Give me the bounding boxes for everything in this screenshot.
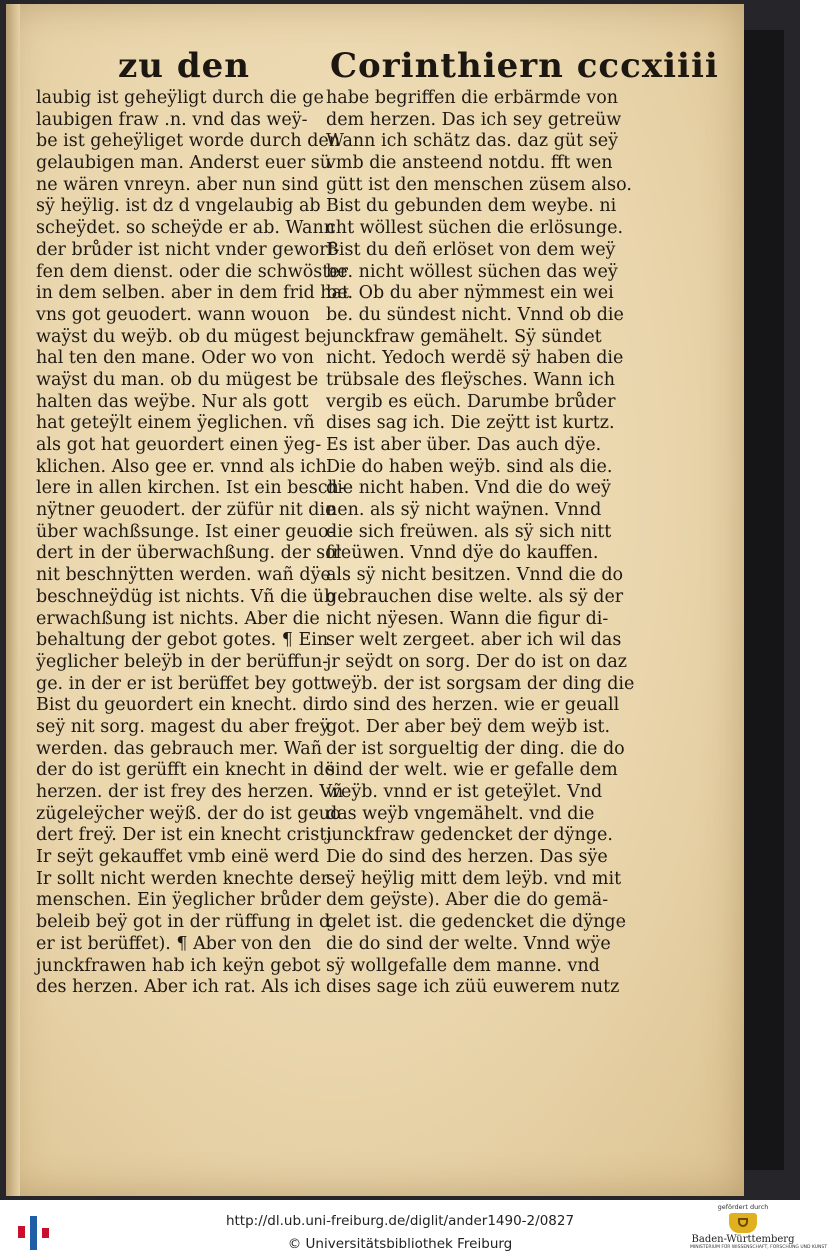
- text-line: be ist geheÿliget worde durch den: [36, 131, 341, 152]
- text-line: Die do haben weÿb. sind als die.: [326, 456, 613, 477]
- text-line: der brůder ist nicht vnder geworf-: [36, 239, 340, 260]
- text-line: freüwen. Vnnd dÿe do kauffen.: [326, 543, 599, 564]
- text-line: junckfrawen hab ich keÿn gebot: [36, 955, 321, 976]
- page-gutter: [6, 4, 20, 1196]
- copyright-text: © Universitätsbibliothek Freiburg: [287, 1236, 513, 1252]
- text-line: hat geteÿlt einem ÿeglichen. vñ: [36, 413, 315, 434]
- text-column-left: [36, 88, 350, 999]
- text-line: trübsale des fleÿsches. Wann ich: [326, 369, 616, 390]
- text-line: die sich freüwen. als sÿ sich nitt: [326, 521, 612, 542]
- text-line: behaltung der gebot gotes. ¶ Ein: [36, 630, 329, 651]
- text-line: klichen. Also gee er. vnnd als ich: [36, 456, 327, 477]
- text-line: nicht nÿesen. Wann die figur di-: [326, 608, 609, 629]
- text-line: nit beschnÿtten werden. wañ dÿe: [36, 565, 331, 586]
- text-line: gelaubigen man. Anderst euer sü: [36, 153, 332, 174]
- text-line: der do ist gerüfft ein knecht in dë: [36, 760, 335, 781]
- text-line: seÿ heÿlig mitt dem leÿb. vnd mit: [326, 868, 622, 889]
- text-line: Die do sind des herzen. Das sÿe: [326, 847, 608, 868]
- text-line: ÿeglicher beleÿb in der berüffun-: [36, 651, 329, 672]
- text-line: Ir sollt nicht werden knechte der: [36, 868, 329, 889]
- text-line: gebrauchen dise welte. als sÿ der: [326, 586, 624, 607]
- text-line: hal ten den mane. Oder wo von: [36, 348, 314, 369]
- text-line: werden. das gebrauch mer. Wañ: [36, 738, 322, 759]
- text-line: Bist du gebunden dem weybe. ni: [326, 196, 617, 217]
- text-line: beschneÿdüg ist nichts. Vñ die üb: [36, 586, 336, 607]
- text-line: Es ist aber über. Das auch dÿe.: [326, 435, 602, 455]
- text-line: Bist du geuordert ein knecht. dir: [36, 695, 328, 716]
- text-line: sÿ heÿlig. ist dz d vngelaubig ab: [36, 196, 321, 217]
- text-line: seÿ nit sorg. magest du aber freÿ: [36, 716, 330, 737]
- text-line: zügeleÿcher weÿß. der do ist geuo: [36, 803, 341, 824]
- page-url-link[interactable]: http://dl.ub.uni-freiburg.de/diglit/ander1490-2/0827: [225, 1213, 575, 1229]
- text-line: vns got geuodert. wann wouon: [36, 304, 310, 325]
- text-line: fen dem dienst. oder die schwöster: [36, 261, 348, 282]
- text-line: sind der welt. wie er gefalle dem: [326, 760, 618, 781]
- text-line: laubig ist geheÿligt durch die ge: [36, 88, 324, 108]
- text-line: ser welt zergeet. aber ich wil das: [326, 630, 622, 651]
- text-line: herzen. der ist frey des herzen. Vñ: [36, 782, 344, 802]
- text-line: waÿst du weÿb. ob du mügest be: [36, 326, 327, 347]
- text-line: über wachßsunge. Ist einer geuo-: [36, 521, 335, 542]
- text-line: dert in der überwachßung. der sol: [36, 543, 342, 564]
- funder-ministry: MINISTERIUM FÜR WISSENSCHAFT, FORSCHUNG UND KUNST: [690, 1245, 827, 1250]
- text-line: nen. als sÿ nicht waÿnen. Vnnd: [326, 500, 602, 521]
- text-line: vergib es eüch. Darumbe brůder: [326, 391, 616, 412]
- text-line: das weÿb vngemähelt. vnd die: [326, 803, 595, 824]
- text-line: gütt ist den menschen züsem also.: [326, 174, 632, 195]
- text-line: beleib beÿ got in der rüffung in d: [36, 912, 331, 933]
- text-line: do sind des herzen. wie er geuall: [326, 695, 620, 716]
- running-head-left: zu den: [118, 46, 250, 86]
- state-crest-icon: [729, 1213, 757, 1233]
- text-line: junckfraw gemähelt. Sÿ sündet: [326, 326, 602, 347]
- text-line: lere in allen kirchen. Ist ein besch-: [36, 478, 345, 499]
- text-column-right: [326, 88, 635, 999]
- text-line: cht wöllest süchen die erlösunge.: [326, 218, 624, 239]
- text-line: in dem selben. aber in dem frid hat: [36, 283, 350, 304]
- text-line: nÿtner geuodert. der züfür nit die: [36, 500, 336, 521]
- running-head-right: Corinthiern cccxiiii: [330, 46, 719, 86]
- text-line: nicht. Yedoch werdë sÿ haben die: [326, 348, 624, 369]
- text-line: Ir seÿt gekauffet vmb einë werd: [36, 847, 320, 868]
- text-line: laubigen fraw .n. vnd das weÿ-: [36, 109, 308, 130]
- text-line: vmb die ansteend notdu. fft wen: [326, 153, 613, 174]
- text-line: sÿ wollgefalle dem manne. vnd: [326, 955, 600, 976]
- text-line: als sÿ nicht besitzen. Vnnd die do: [326, 565, 624, 586]
- text-line: als got hat geuordert einen ÿeg-: [36, 435, 322, 455]
- text-line: die nicht haben. Vnd die do weÿ: [326, 478, 611, 499]
- text-line: be. du sündest nicht. Vnnd ob die: [326, 304, 624, 325]
- text-line: der ist sorgueltig der ding. die do: [326, 738, 625, 759]
- text-line: dert freÿ. Der ist ein knecht cristi: [36, 825, 332, 846]
- text-line: des herzen. Aber ich rat. Als ich: [36, 977, 321, 998]
- text-line: menschen. Ein ÿeglicher brůder: [36, 890, 321, 911]
- text-line: ne wären vnreyn. aber nun sind: [36, 174, 319, 195]
- text-line: habe begriffen die erbärmde von: [326, 88, 619, 108]
- text-line: er ist berüffet). ¶ Aber von den: [36, 933, 312, 954]
- text-line: weÿb. der ist sorgsam der ding die: [326, 673, 635, 694]
- text-line: weÿb. vnnd er ist geteÿlet. Vnd: [326, 782, 603, 802]
- text-line: dem geÿste). Aber die do gemä-: [326, 890, 609, 911]
- text-line: junckfraw gedencket der dÿnge.: [326, 825, 613, 846]
- text-line: dises sag ich. Die zeÿtt ist kurtz.: [326, 413, 615, 434]
- text-line: ge. in der er ist berüffet bey gott.: [36, 673, 334, 694]
- text-line: be. Ob du aber nÿmmest ein wei: [326, 283, 614, 304]
- text-line: Wann ich schätz das. daz güt seÿ: [326, 131, 618, 152]
- text-line: die do sind der welte. Vnnd wÿe: [326, 933, 611, 954]
- scan-edge: [744, 30, 784, 1170]
- text-line: Bist du deñ erlöset von dem weÿ: [326, 239, 616, 260]
- funder-logo[interactable]: [690, 1203, 827, 1258]
- funder-name: Baden-Württemberg: [691, 1234, 795, 1245]
- text-line: erwachßung ist nichts. Aber die: [36, 608, 320, 629]
- text-line: got. Der aber beÿ dem weÿb ist.: [326, 716, 611, 737]
- text-line: be. nicht wöllest süchen das weÿ: [326, 261, 618, 282]
- text-line: halten das weÿbe. Nur als gott: [36, 391, 309, 412]
- text-line: waÿst du man. ob du mügest be: [36, 369, 319, 390]
- text-line: scheÿdet. so scheÿde er ab. Wann: [36, 218, 335, 239]
- text-line: dises sage ich züü euwerem nutz: [326, 977, 620, 998]
- text-line: jr seÿdt on sorg. Der do ist on daz: [326, 651, 627, 672]
- text-line: dem herzen. Das ich sey getreüw: [326, 109, 622, 130]
- funder-caption: gefördert durch: [717, 1203, 769, 1211]
- text-line: gelet ist. die gedencket die dÿnge: [326, 912, 626, 933]
